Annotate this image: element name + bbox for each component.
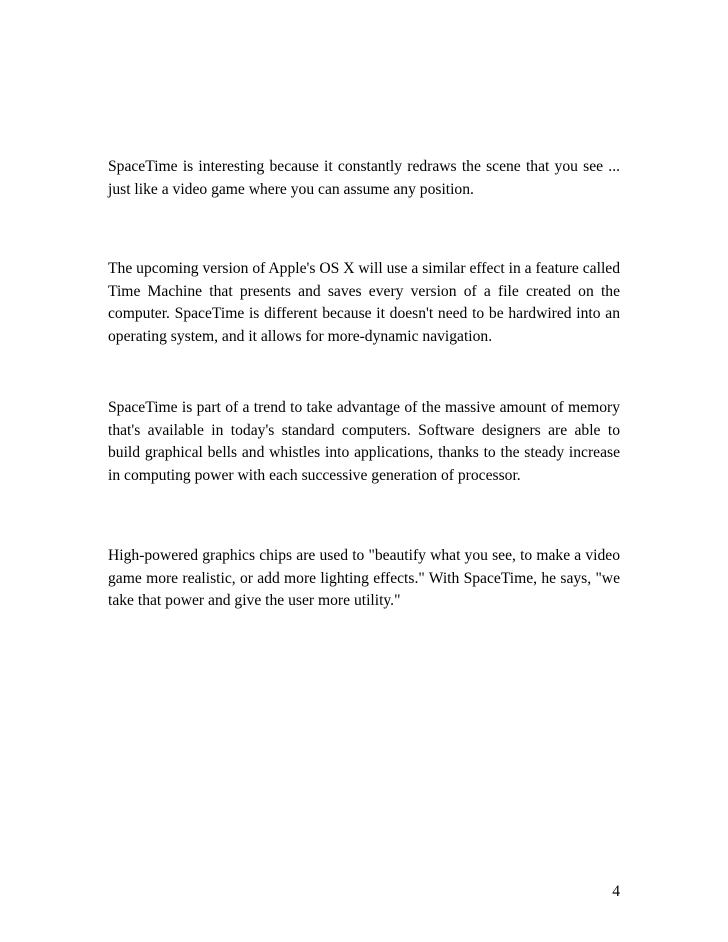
page-number: 4 xyxy=(612,883,620,900)
paragraph: The upcoming version of Apple's OS X will use a similar effect in a feature called Time Machine that presents and saves every version of a file created on the computer. SpaceTime is different because it doesn't need to be hardwired into an operating system, and it allows for more-dynamic navigation. xyxy=(108,260,620,345)
paragraph: High-powered graphics chips are used to "beautify what you see, to make a video game more realistic, or add more lighting effects." With SpaceTime, he says, "we take that power and give the user more utility." xyxy=(108,547,620,609)
paragraph: SpaceTime is part of a trend to take advantage of the massive amount of memory that's available in today's standard computers. Software designers are able to build graphical bells and whistles into applications, thanks to the steady increase in computing power with each successive generation of processor. xyxy=(108,399,620,484)
paragraph: SpaceTime is interesting because it constantly redraws the scene that you see ... just like a video game where you can assume any position. xyxy=(108,158,620,198)
